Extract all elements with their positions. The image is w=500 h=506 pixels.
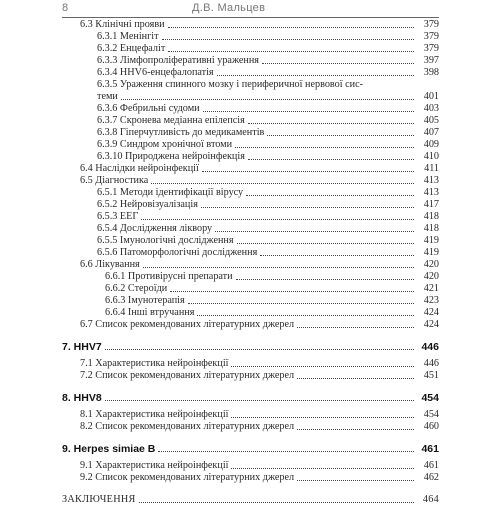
dot-leader [248, 123, 414, 124]
section-spacer [62, 484, 439, 494]
dot-leader [297, 327, 414, 328]
toc-entry-title: 7. HHV7 [62, 341, 102, 353]
toc-entry-page: 454 [423, 409, 439, 420]
toc-entry[interactable] [62, 211, 439, 223]
dot-leader [170, 291, 414, 292]
dot-leader [231, 366, 414, 367]
toc-entry[interactable] [62, 259, 439, 271]
toc-entry-title: 8. HHV8 [62, 392, 102, 404]
toc-entry-title: 7.1 Характеристика нейроінфекції [62, 358, 228, 370]
toc-entry[interactable] [62, 307, 439, 319]
toc-entry-page: 413 [423, 187, 439, 198]
toc-entry[interactable] [62, 370, 439, 382]
toc-entry-page: 462 [423, 472, 439, 483]
toc-entry-page: 461 [423, 460, 439, 471]
toc-entry[interactable] [62, 247, 439, 259]
dot-leader [168, 51, 414, 52]
toc-entry-page: 424 [423, 319, 439, 330]
toc-chapter-heading[interactable] [62, 392, 439, 404]
toc-entry-page: 454 [421, 392, 439, 404]
dot-leader [237, 243, 414, 244]
toc-entry-title: 6.5.6 Патоморфологічні дослідження [62, 247, 257, 259]
toc-entry[interactable] [62, 67, 439, 79]
toc-entry-page: 417 [423, 199, 439, 210]
dot-leader [297, 480, 414, 481]
dot-leader [203, 111, 414, 112]
toc-entry-page: 379 [423, 19, 439, 30]
toc-entry-title: ЗАКЛЮЧЕННЯ [62, 494, 136, 505]
toc-entry[interactable] [62, 43, 439, 55]
toc-entry[interactable] [62, 223, 439, 235]
toc-entry-title: 6.5.2 Нейровізуалізація [62, 199, 198, 211]
toc-entry-title: 6.5.4 Дослідження ліквору [62, 223, 212, 235]
toc-entry-title: 6.3.6 Фебрильні судоми [62, 103, 200, 115]
toc-entry[interactable] [62, 103, 439, 115]
toc-entry-title: 9. Herpes simiae B [62, 443, 156, 455]
dot-leader [168, 27, 414, 28]
running-head-author: Д.В. Мальцев [192, 2, 266, 14]
toc-entry[interactable] [62, 283, 439, 295]
toc-entry-title: 6.3.4 HHV6-енцефалопатія [62, 67, 214, 79]
toc-entry[interactable] [62, 187, 439, 199]
dot-leader [260, 255, 414, 256]
dot-leader [162, 39, 414, 40]
dot-leader [141, 219, 414, 220]
page-number: 8 [62, 2, 69, 14]
toc-conclusion[interactable] [62, 494, 439, 506]
dot-leader [105, 400, 414, 401]
toc-entry-title: 6.6.4 Інші втручання [62, 307, 194, 319]
toc-entry-title: 6.3.7 Скронева медіанна епілепсія [62, 115, 245, 127]
toc-entry[interactable] [62, 199, 439, 211]
toc-entry-title: 6.3 Клінічні прояви [62, 19, 165, 31]
toc-entry-page: 409 [423, 139, 439, 150]
toc-entry-page: 418 [423, 223, 439, 234]
toc-entry[interactable] [62, 175, 439, 187]
toc-entry[interactable] [62, 295, 439, 307]
toc-entry[interactable] [62, 421, 439, 433]
toc-entry-title: 6.5.5 Імунологічні дослідження [62, 235, 234, 247]
toc-entry[interactable] [62, 358, 439, 370]
toc-entry-page: 397 [423, 55, 439, 66]
toc-entry-title: 8.2 Список рекомендованих літературних джерел [62, 421, 294, 433]
toc-entry-title: 8.1 Характеристика нейроінфекції [62, 409, 228, 421]
toc-entry-title: 6.3.10 Природжена нейроінфекція [62, 151, 245, 163]
dot-leader [231, 468, 414, 469]
dot-leader [217, 75, 414, 76]
toc-entry-title: 6.3.2 Енцефаліт [62, 43, 165, 55]
toc-entry[interactable] [62, 151, 439, 163]
toc-entry-title-continued: теми [62, 91, 118, 103]
toc-entry[interactable] [62, 409, 439, 421]
dot-leader [121, 99, 414, 100]
toc-entry-title: 6.6.3 Імунотерапія [62, 295, 185, 307]
toc-entry[interactable] [62, 55, 439, 67]
toc-entry-page: 405 [423, 115, 439, 126]
toc-entry-title: 9.1 Характеристика нейроінфекції [62, 460, 228, 472]
toc-entry-title: 6.3.1 Менінгіт [62, 31, 159, 43]
dot-leader [197, 315, 414, 316]
header-rule [62, 17, 439, 18]
dot-leader [248, 159, 414, 160]
toc-entry-page: 419 [423, 247, 439, 258]
toc-entry-page: 398 [423, 67, 439, 78]
toc-entry-page: 420 [423, 271, 439, 282]
dot-leader [201, 207, 414, 208]
toc-entry[interactable] [62, 319, 439, 331]
toc-entry-title: 6.6.2 Стероїди [62, 283, 167, 295]
toc-entry[interactable] [62, 163, 439, 175]
toc-entry-page: 420 [423, 259, 439, 270]
toc-entry[interactable] [62, 19, 439, 31]
toc-entry-title: 6.5.1 Методи ідентифікації вірусу [62, 187, 243, 199]
toc-entry[interactable] [62, 127, 439, 139]
dot-leader [215, 231, 414, 232]
toc-entry-title: 9.2 Список рекомендованих літературних джерел [62, 472, 294, 484]
dot-leader [267, 135, 414, 136]
dot-leader [158, 451, 414, 452]
toc-entry-title: 6.4 Наслідки нейроінфекції [62, 163, 199, 175]
toc-entry-title: 6.5.3 ЕЕГ [62, 211, 138, 223]
toc-entry[interactable] [62, 79, 439, 103]
toc-entry-title: 6.3.3 Лімфопроліферативні ураження [62, 55, 259, 67]
toc-entry[interactable] [62, 460, 439, 472]
toc-entry-page: 446 [421, 341, 439, 353]
toc-entry-page: 446 [423, 358, 439, 369]
dot-leader [202, 171, 414, 172]
toc-entry-page: 464 [422, 494, 439, 505]
toc-entry-page: 451 [423, 370, 439, 381]
dot-leader [297, 378, 414, 379]
toc-entry-page: 403 [423, 103, 439, 114]
toc-entry-title: 6.6.1 Противірусні препарати [62, 271, 233, 283]
dot-leader [139, 502, 414, 503]
toc-entry-page: 421 [423, 283, 439, 294]
toc-entry-page: 411 [424, 163, 439, 174]
page-header [62, 2, 439, 17]
section-spacer [62, 331, 439, 341]
toc-entry[interactable] [62, 115, 439, 127]
toc-entry[interactable] [62, 472, 439, 484]
toc-entry-page: 401 [423, 91, 439, 102]
toc-chapter-heading[interactable] [62, 443, 439, 455]
dot-leader [105, 349, 414, 350]
toc-entry-page: 379 [423, 43, 439, 54]
toc-entry-title: 6.3.9 Синдром хронічної втоми [62, 139, 232, 151]
dot-leader [231, 417, 414, 418]
toc-entry-page: 379 [423, 31, 439, 42]
toc-entry[interactable] [62, 31, 439, 43]
dot-leader [236, 279, 414, 280]
toc-entry-page: 423 [423, 295, 439, 306]
toc-entry-page: 419 [423, 235, 439, 246]
toc-entry-title: 6.5 Діагностика [62, 175, 148, 187]
toc-entry[interactable] [62, 235, 439, 247]
dot-leader [262, 63, 414, 64]
dot-leader [188, 303, 414, 304]
dot-leader [151, 183, 414, 184]
table-of-contents [62, 19, 439, 506]
toc-entry[interactable] [62, 139, 439, 151]
toc-entry-page: 460 [423, 421, 439, 432]
toc-chapter-heading[interactable] [62, 341, 439, 353]
dot-leader [297, 429, 414, 430]
toc-entry-title: 6.3.5 Ураження спинного мозку і периферичної нервової сис- [97, 79, 364, 90]
toc-entry-page: 413 [423, 175, 439, 186]
dot-leader [143, 267, 414, 268]
section-spacer [62, 433, 439, 443]
toc-entry[interactable] [62, 271, 439, 283]
toc-entry-page: 407 [423, 127, 439, 138]
section-spacer [62, 382, 439, 392]
toc-entry-title: 6.7 Список рекомендованих літературних джерел [62, 319, 294, 331]
toc-entry-title: 6.6 Лікування [62, 259, 140, 271]
toc-entry-title: 6.3.8 Гіперчутливість до медикаментів [62, 127, 264, 139]
toc-entry-page: 461 [421, 443, 439, 455]
toc-entry-page: 410 [423, 151, 439, 162]
toc-entry-page: 418 [423, 211, 439, 222]
dot-leader [246, 195, 414, 196]
toc-entry-page: 424 [423, 307, 439, 318]
toc-entry-title: 7.2 Список рекомендованих літературних джерел [62, 370, 294, 382]
dot-leader [235, 147, 414, 148]
